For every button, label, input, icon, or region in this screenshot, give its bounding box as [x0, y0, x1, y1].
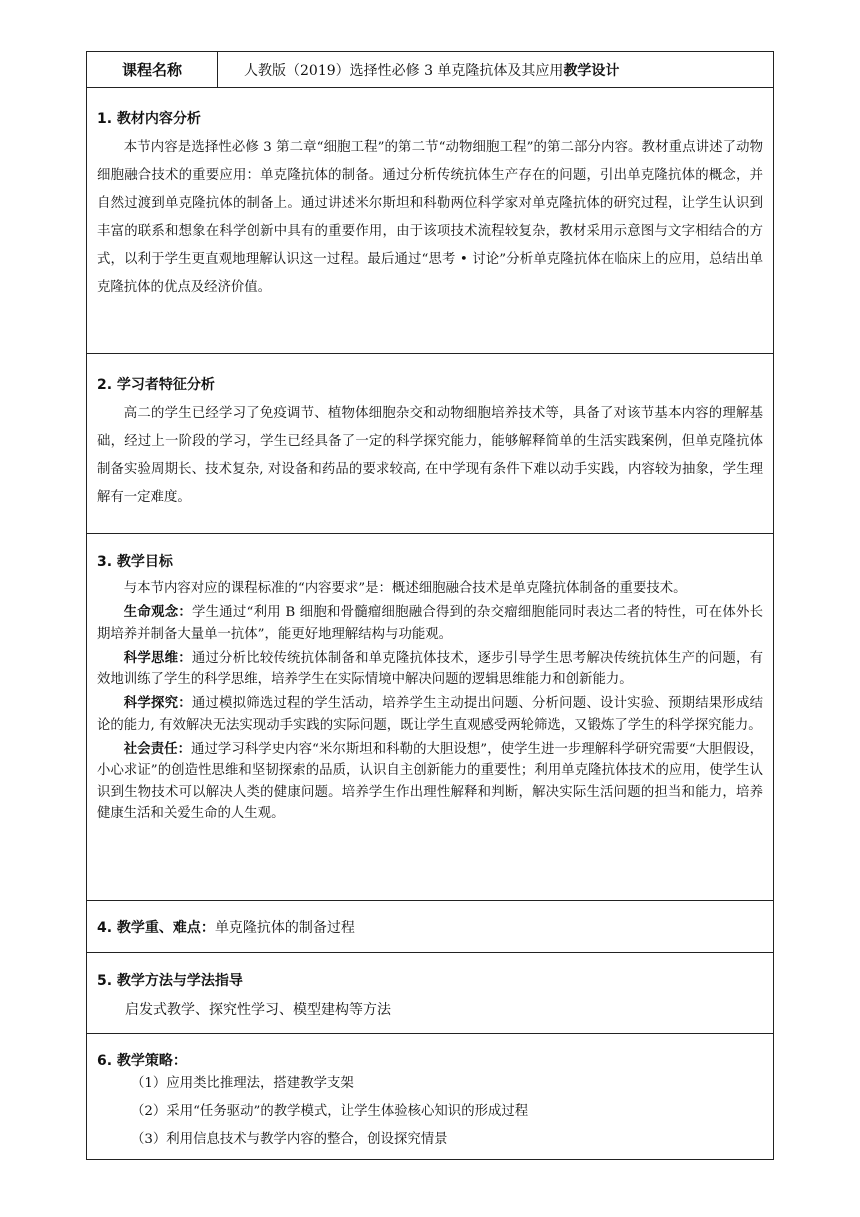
goal-text: 通过学习科学史内容“米尔斯坦和科勒的大胆设想”，使学生进一步理解科学研究需要“大胆假设，小心求证”的创造性思维和坚韧探索的品质，认识自主创新能力的重要性；利用单克隆抗体技术的应用，使学生认识到生物技术可以解决人类的健康问题。培养学生作出理性解释和判断，解决实际生活问题的担当和能力，培养健康生活和关爱生命的人生观。: [97, 742, 763, 821]
goal-label: 科学思维：: [123, 650, 192, 666]
section-key-points: [86, 901, 774, 953]
section-title: 3. 教学目标: [97, 554, 173, 570]
strategy-item: （3）利用信息技术与教学内容的整合，创设探究情景: [131, 1132, 448, 1147]
section-title: 1. 教材内容分析: [97, 111, 201, 127]
section-teaching-goals: [86, 534, 774, 901]
course-header-row: [86, 51, 774, 88]
strategy-item: （1）应用类比推理法，搭建教学支架: [131, 1076, 354, 1091]
section-title: 5. 教学方法与学法指导: [97, 973, 243, 989]
goal-text: 通过分析比较传统抗体制备和单克隆抗体技术，逐步引导学生思考解决传统抗体生产的问题，有效地训练了学生的科学思维，培养学生在实际情境中解决问题的逻辑思维能力和创新能力。: [97, 650, 764, 688]
section-material-analysis: [86, 88, 774, 354]
course-name-suffix: 教学设计: [563, 62, 620, 79]
goal-text: 学生通过“利用 B 细胞和骨髓瘤细胞融合得到的杂交瘤细胞能同时表达二者的特性，可在体外长期培养并制备大量单一抗体”，能更好地理解结构与功能观。: [97, 605, 763, 642]
section-title: 2. 学习者特征分析: [97, 377, 215, 393]
goal-label: 生命观念：: [123, 605, 192, 621]
section-learner-analysis: [86, 354, 774, 534]
goal-text: 通过模拟筛选过程的学生活动，培养学生主动提出问题、分析问题、设计实验、预期结果形成结论的能力, 有效解决无法实现动手实践的实际问题，既让学生直观感受两轮筛选，又锻炼了学生的科学探究能力。: [97, 696, 764, 733]
section-teaching-strategy: [86, 1034, 774, 1160]
section-text: 启发式教学、探究性学习、模型建构等方法: [125, 1002, 391, 1018]
section-title: 4. 教学重、难点：: [97, 919, 215, 936]
section-title: 6. 教学策略：: [97, 1053, 187, 1069]
lesson-plan-table: [86, 51, 774, 1160]
goal-item-scientific-thinking: [97, 648, 763, 691]
section-text: 本节内容是选择性必修 3 第二章“细胞工程”的第二节“动物细胞工程”的第二部分内容。教材重点讲述了动物细胞融合技术的重要应用：单克隆抗体的制备。通过分析传统抗体生产存在的问题，引出单克隆抗体的概念，并自然过渡到单克隆抗体的制备上。通过讲述米尔斯坦和科勒两位科学家对单克隆抗体的研究过程，让学生认识到丰富的联系和想象在科学创新中具有的重要作用，由于该项技术流程较复杂，教材采用示意图与文字相结合的方式，以利于学生更直观地理解认识这一过程。最后通过“思考 • 讨论”分析单克隆抗体在临床上的应用，总结出单克隆抗体的优点及经济价值。: [97, 140, 763, 295]
goals-intro: 与本节内容对应的课程标准的“内容要求”是：概述细胞融合技术是单克隆抗体制备的重要技术。: [123, 581, 687, 596]
course-name: [218, 52, 773, 87]
goal-label: 科学探究：: [123, 696, 192, 712]
section-text: 高二的学生已经学习了免疫调节、植物体细胞杂交和动物细胞培养技术等，具备了对该节基本内容的理解基础，经过上一阶段的学习，学生已经具备了一定的科学探究能力，能够解释简单的生活实践案例，但单克隆抗体制备实验周期长、技术复杂, 对设备和药品的要求较高, 在中学现有条件下难以动手实践，内容较为抽象，学生理解有一定难度。: [97, 406, 763, 505]
course-name-prefix: 人教版（2019）选择性必修 3 单克隆抗体及其应用: [244, 62, 564, 79]
goal-item-life-view: [97, 602, 763, 645]
section-teaching-methods: [86, 953, 774, 1034]
section-text: 单克隆抗体的制备过程: [214, 919, 355, 936]
strategy-item: （2）采用“任务驱动”的教学模式，让学生体验核心知识的形成过程: [131, 1104, 529, 1119]
goal-item-social-responsibility: [97, 739, 763, 824]
course-label: 课程名称: [87, 52, 218, 87]
goal-item-scientific-inquiry: [97, 693, 763, 736]
goal-label: 社会责任：: [123, 742, 192, 758]
